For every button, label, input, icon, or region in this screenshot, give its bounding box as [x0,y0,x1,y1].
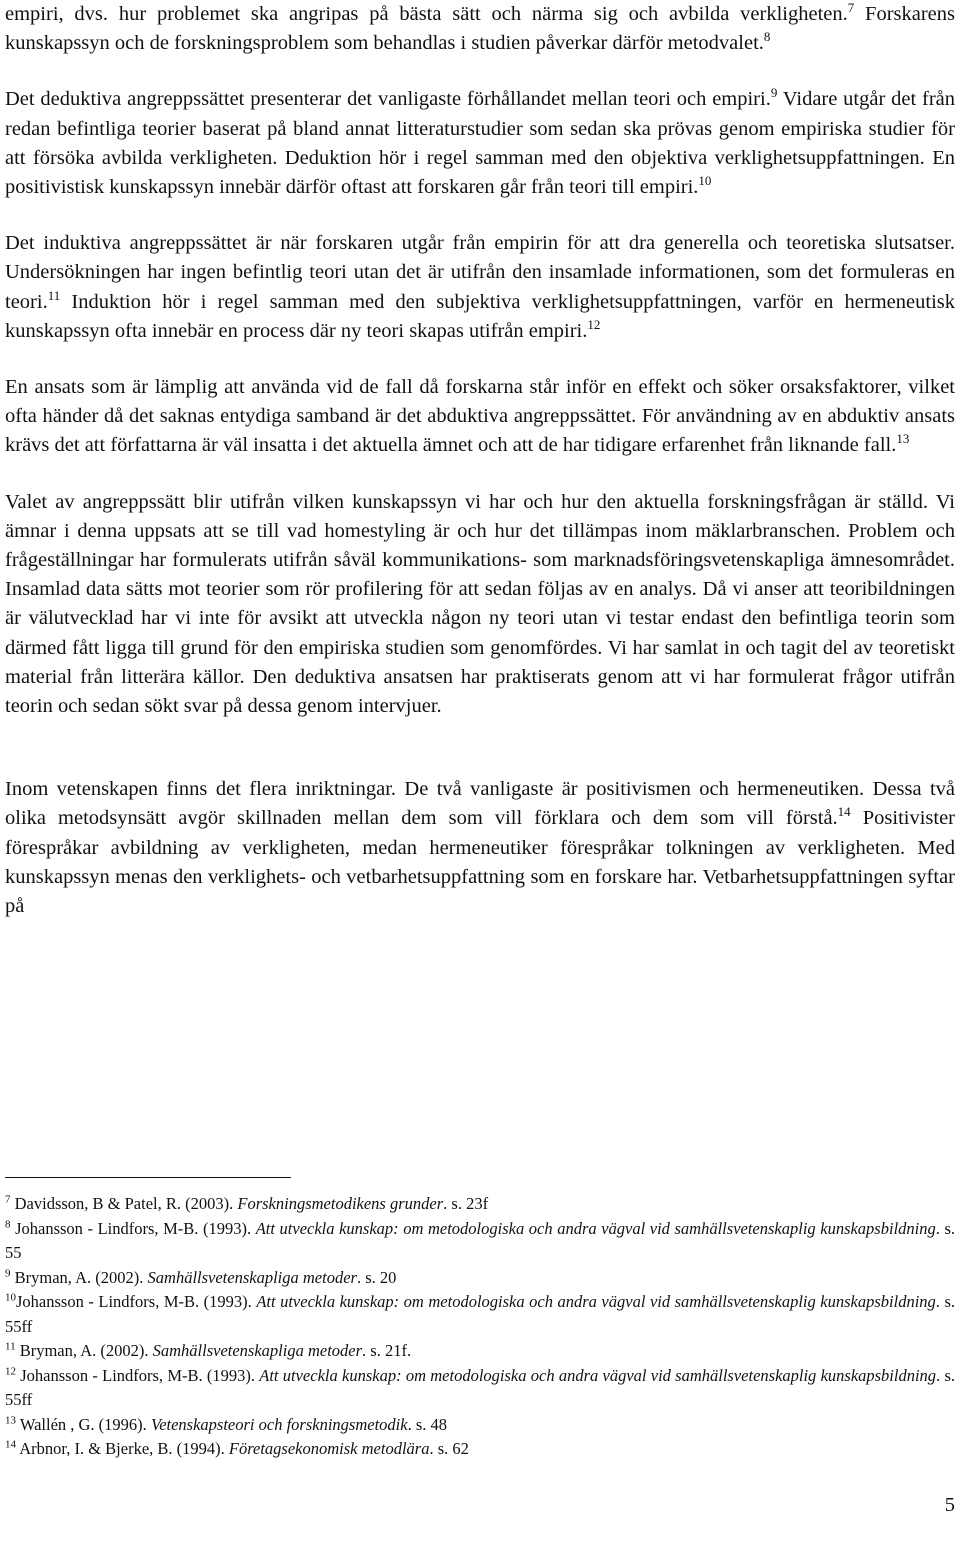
footnote-text: Arbnor, I. & Bjerke, B. (1994). [16,1439,229,1458]
footnote [5,1339,955,1364]
paragraph-2 [5,85,955,202]
paragraph-text: Induktion hör i regel samman med den subjektiva verklighetsuppfattningen, varför en hermeneutisk kunskapssyn ofta innebär en process där ny teori skapas utifrån empiri. [5,290,955,342]
paragraph-6 [5,775,955,921]
footnote-title: Samhällsvetenskapliga metoder [152,1341,363,1360]
footnote [5,1266,955,1291]
paragraph-text: Inom vetenskapen finns det flera inriktningar. De två vanligaste är positivismen och hermeneutiken. Dessa två olika metodsynsätt avgör skillnaden mellan dem som vill förklara och dem som vill förstå. [5,778,955,830]
paragraph-4 [5,373,955,461]
footnote-text: . s. 20 [356,1267,397,1287]
paragraph-5 [5,488,955,722]
footnote-text: Bryman, A. (2002). [10,1267,148,1287]
footnotes [5,1192,955,1462]
footnote [5,1192,955,1217]
footnote-title: Att utveckla kunskap: om metodologiska och andra vägval vid samhällsvetenskaplig kunskapsbildning [259,1365,937,1385]
footnote-title: Att utveckla kunskap: om metodologiska och andra vägval vid samhällsvetenskaplig kunskapsbildning [256,1292,936,1311]
footnote-text: . s. 62 [429,1439,469,1458]
paragraph-text: En ansats som är lämplig att använda vid de fall då forskarna står inför en effekt och söker orsaksfaktorer, vilket ofta händer då det saknas entydiga samband är det abduktiva angreppssättet. För användning av en abduktiv ansats krävs det att författarna är väl insatta i det aktuella ämnet och att de har tidigare erfarenhet från liknande fall. [5,376,955,457]
footnote-text: Johansson - Lindfors, M-B. (1993). [16,1292,257,1311]
footnote-text: . s. 23f [443,1194,489,1213]
footnote-title: Företagsekonomisk metodlära [228,1439,430,1458]
footnote-title: Vetenskapsteori och forskningsmetodik [150,1414,408,1434]
footnote-text: Johansson - Lindfors, M-B. (1993). [16,1365,260,1385]
footnote-ref[interactable]: 10 [698,173,712,189]
paragraph-text: Det induktiva angreppssättet är när forskaren utgår från empirin för att dra generella och teoretiska slutsatser. Undersökningen har ingen befintlig teori utan det är utifrån den insamlade informationen, som det formuleras en teori. [5,232,955,313]
footnote [5,1217,955,1266]
footnote-ref[interactable]: 12 [587,317,601,332]
footnote-ref[interactable]: 7 [847,0,855,16]
footnote-number: 10 [5,1291,16,1304]
footnote [5,1437,955,1462]
footnote-ref[interactable]: 9 [770,85,778,101]
footnote-number: 9 [5,1267,11,1279]
footnote [5,1290,955,1339]
paragraph-text: Forskarens kunskapssyn och de forskningsproblem som behandlas i studien påverkar därför metodvalet. [5,3,955,55]
paragraph-1 [5,0,955,58]
footnote-title: Forskningsmetodikens grunder [237,1194,444,1213]
footnote-number: 12 [5,1365,16,1377]
paragraph-text: Valet av angreppssätt blir utifrån vilken kunskapssyn vi har och hur den aktuella forskningsfrågan är ställd. Vi ämnar i denna uppsats att se till vad homestyling är och hur det tillämpas inom mäklarbranschen. Problem och frågeställningar har formulerats utifrån såväl kommunikations- som marknadsföringsvetenskapliga ämnesområdet. Insamlad data sätts mot teorier som rör profilering för att sedan följas av en analys. Då vi anser att teoribildningen är välutvecklad har vi inte för avsikt att utveckla någon ny teori utan vi testar endast den befintliga teorin som därmed fått ligga till grund för den empiriska studien som genomfördes. Vi har samlat in och tagit del av teoretiskt material från litterära källor. Den deduktiva ansatsen har praktiserats genom att vi har formulerat frågor utifrån teorin och sedan sökt svar på dessa genom intervjuer. [5,490,955,718]
footnote [5,1413,955,1438]
paragraph-text: Vidare utgår det från redan befintliga teorier baserat på bland annat litteraturstudier som sedan ska prövas genom empiriska studier för att försöka avbilda verkligheten. Deduktion hör i regel samman med den objektiva verklighetsuppfattningen. En positivistisk kunskapssyn innebär därför oftast att forskaren går från teori till empiri. [5,88,956,199]
footnote-number: 8 [5,1218,11,1230]
paragraph-text: Positivister förespråkar avbildning av verkligheten, medan hermeneutiker förespråkar tolkningen av verkligheten. Med kunskapssyn menas den verklighets- och vetbarhetsuppfattning som en forskare har. Vetbarhetsuppfattningen syftar på [5,807,956,918]
footnote-divider [5,1177,291,1178]
page-number: 5 [944,1494,955,1516]
footnote-ref[interactable]: 14 [837,804,851,820]
footnote-text: Johansson - Lindfors, M-B. (1993). [10,1218,256,1238]
footnote-ref[interactable]: 13 [896,431,910,447]
footnote-text: . s. 48 [407,1414,447,1434]
footnote-text: . s. 55 [5,1218,955,1262]
footnote-text: . s. 21f. [362,1341,412,1360]
page-body [5,0,955,921]
footnote-title: Samhällsvetenskapliga metoder [147,1267,357,1287]
footnote [5,1364,955,1413]
footnote-text: Bryman, A. (2002). [15,1341,153,1360]
footnote-title: Att utveckla kunskap: om metodologiska och andra vägval vid samhällsvetenskaplig kunskapsbildning [255,1218,936,1238]
paragraph-text: Det deduktiva angreppssättet presenterar det vanligaste förhållandet mellan teori och empiri. [5,88,771,111]
footnote-number: 13 [5,1414,16,1426]
footnote-ref[interactable]: 8 [763,29,771,45]
paragraph-text: empiri, dvs. hur problemet ska angripas på bästa sätt och närma sig och avbilda verkligheten. [5,3,848,25]
footnote-text: Davidsson, B & Patel, R. (2003). [10,1194,238,1213]
footnote-text: Wallén , G. (1996). [16,1414,151,1434]
footnote-number: 11 [5,1340,16,1353]
footnote-ref[interactable]: 11 [47,287,61,303]
footnote-text: . s. 55ff [5,1292,955,1336]
footnote-text: . s. 55ff [5,1365,955,1409]
paragraph-3 [5,229,955,346]
footnote-number: 14 [5,1438,16,1451]
footnote-number: 7 [5,1193,11,1206]
